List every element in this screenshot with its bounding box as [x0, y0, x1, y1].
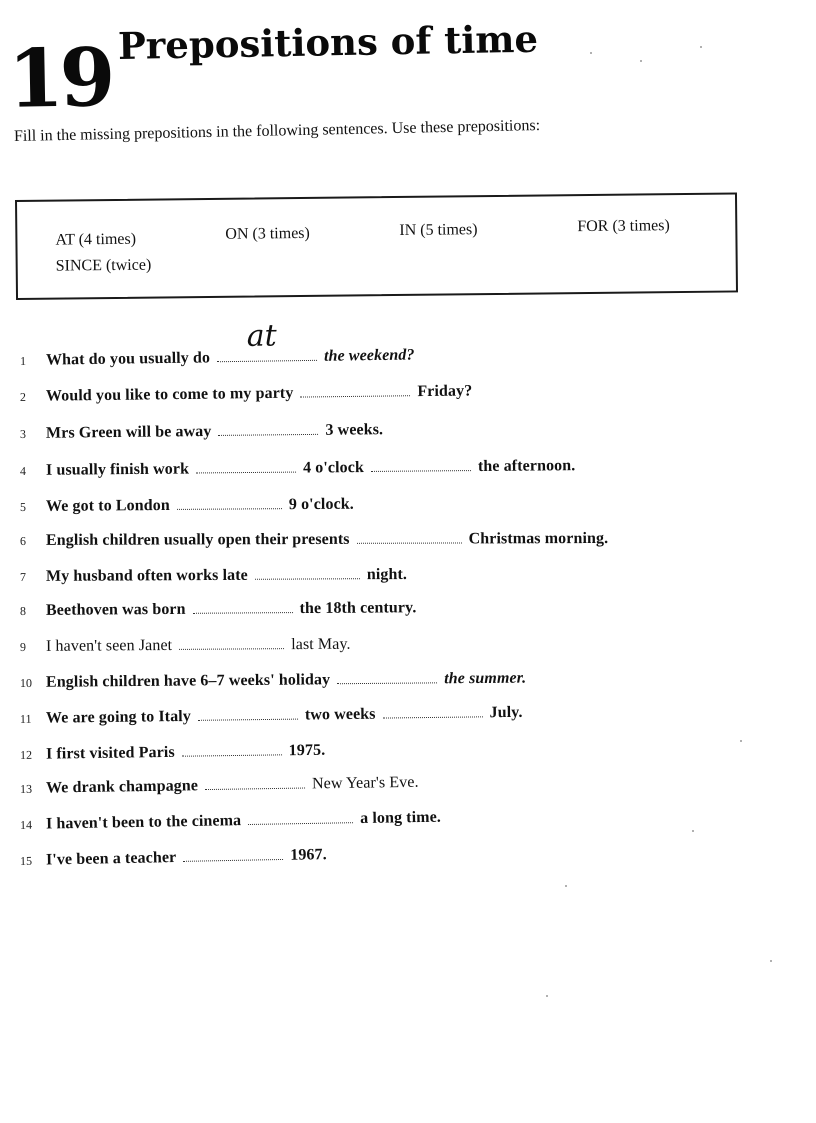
question-2 — [20, 380, 473, 406]
page-title: Prepositions of time — [117, 16, 539, 68]
question-number: 5 — [19, 499, 27, 514]
question-text-after: 9 o'clock. — [288, 495, 354, 514]
question-text-before: English children have 6–7 weeks' holiday — [45, 671, 331, 691]
question-text-before: English children usually open their presents — [45, 530, 350, 549]
scan-speck — [770, 960, 772, 962]
question-text-after: New Year's Eve. — [311, 773, 419, 793]
instructions: Fill in the missing prepositions in the following sentences. Use these prepositions: — [13, 116, 541, 145]
question-text-after: 1967. — [290, 846, 327, 864]
scan-speck — [590, 52, 592, 54]
question-text-before: We drank champagne — [45, 777, 199, 797]
question-text-before: We got to London — [45, 496, 170, 515]
question-number: 2 — [19, 389, 27, 404]
question-text-after: the 18th century. — [299, 599, 417, 618]
preposition-on: ON (3 times) — [225, 224, 310, 243]
question-1 — [19, 318, 415, 370]
question-text-after: Christmas morning. — [468, 529, 609, 548]
question-3 — [20, 419, 383, 443]
question-9 — [20, 634, 351, 656]
preposition-in: IN (5 times) — [399, 221, 478, 239]
question-8 — [20, 597, 417, 620]
question-text-before: I haven't been to the cinema — [45, 812, 242, 833]
scan-speck — [740, 740, 742, 742]
question-text-after: 3 weeks. — [325, 421, 384, 439]
handwritten-answer: at — [246, 318, 277, 354]
question-text-after: night. — [366, 565, 408, 584]
answer-blank[interactable] — [337, 668, 437, 684]
question-text-after: last May. — [291, 635, 351, 654]
unit-number: 19 — [7, 30, 113, 126]
question-number: 1 — [19, 353, 27, 368]
answer-blank[interactable] — [182, 740, 282, 756]
question-text-before: My husband often works late — [45, 566, 248, 585]
answer-blank[interactable] — [193, 598, 293, 614]
question-number: 10 — [19, 675, 33, 690]
scan-speck — [700, 46, 702, 48]
question-6 — [20, 528, 608, 550]
prepositions-box — [15, 192, 738, 300]
question-text-before: Would you like to come to my party — [45, 384, 294, 405]
question-number: 3 — [19, 426, 27, 441]
question-text-after: 1975. — [288, 741, 326, 760]
question-text-after: a long time. — [360, 808, 442, 828]
question-text-before: I haven't seen Janet — [45, 636, 173, 655]
question-10 — [20, 668, 526, 692]
question-text-after: the afternoon. — [477, 457, 576, 476]
preposition-for: FOR (3 times) — [577, 217, 670, 236]
answer-blank[interactable] — [248, 808, 353, 825]
question-text-after: the summer. — [444, 669, 527, 688]
question-number: 11 — [19, 711, 32, 726]
question-7 — [20, 564, 407, 586]
answer-blank[interactable] — [357, 528, 462, 543]
question-number: 14 — [19, 817, 33, 832]
question-number: 15 — [19, 853, 33, 868]
answer-blank[interactable] — [300, 381, 410, 397]
answer-blank[interactable] — [218, 420, 318, 436]
question-12 — [20, 740, 325, 764]
question-text-after: Friday? — [417, 382, 473, 401]
question-number: 8 — [19, 603, 27, 618]
question-number: 7 — [19, 569, 27, 584]
question-text-after: the weekend? — [323, 346, 415, 365]
scan-speck — [692, 830, 694, 832]
question-text-before: We are going to Italy — [45, 707, 192, 727]
answer-blank[interactable] — [196, 458, 296, 474]
question-number: 6 — [19, 533, 27, 548]
question-text-before: Beethoven was born — [45, 600, 186, 619]
question-text-before: Mrs Green will be away — [45, 422, 212, 442]
question-13 — [20, 772, 419, 798]
question-number: 13 — [19, 781, 33, 796]
answer-blank[interactable] — [179, 634, 284, 650]
question-15 — [20, 844, 327, 870]
question-14 — [20, 807, 441, 834]
answer-blank[interactable] — [371, 456, 471, 472]
question-number: 9 — [19, 639, 27, 654]
question-number: 12 — [19, 747, 33, 762]
question-text-before: I usually finish work — [45, 460, 190, 479]
answer-blank[interactable] — [255, 564, 360, 580]
answer-blank[interactable] — [183, 845, 283, 862]
answer-blank[interactable] — [198, 705, 298, 721]
preposition-at: AT (4 times) — [55, 230, 137, 249]
answer-blank[interactable] — [205, 774, 305, 791]
question-11 — [20, 702, 523, 728]
question-text-middle: two weeks — [304, 705, 376, 724]
preposition-since: SINCE (twice) — [55, 256, 152, 275]
question-text-before: I've been a teacher — [45, 849, 177, 869]
question-text-before: What do you usually do — [45, 349, 211, 369]
question-number: 4 — [19, 463, 27, 478]
answer-blank[interactable] — [382, 702, 482, 718]
answer-blank[interactable] — [217, 318, 317, 362]
answer-blank[interactable] — [177, 494, 282, 510]
question-text-after: July. — [489, 703, 523, 722]
scan-speck — [546, 995, 548, 997]
question-text-before: I first visited Paris — [45, 743, 175, 763]
question-4 — [20, 455, 575, 480]
question-5 — [20, 494, 354, 516]
scan-speck — [565, 885, 567, 887]
question-text-middle: 4 o'clock — [302, 458, 365, 477]
scan-speck — [640, 60, 642, 62]
